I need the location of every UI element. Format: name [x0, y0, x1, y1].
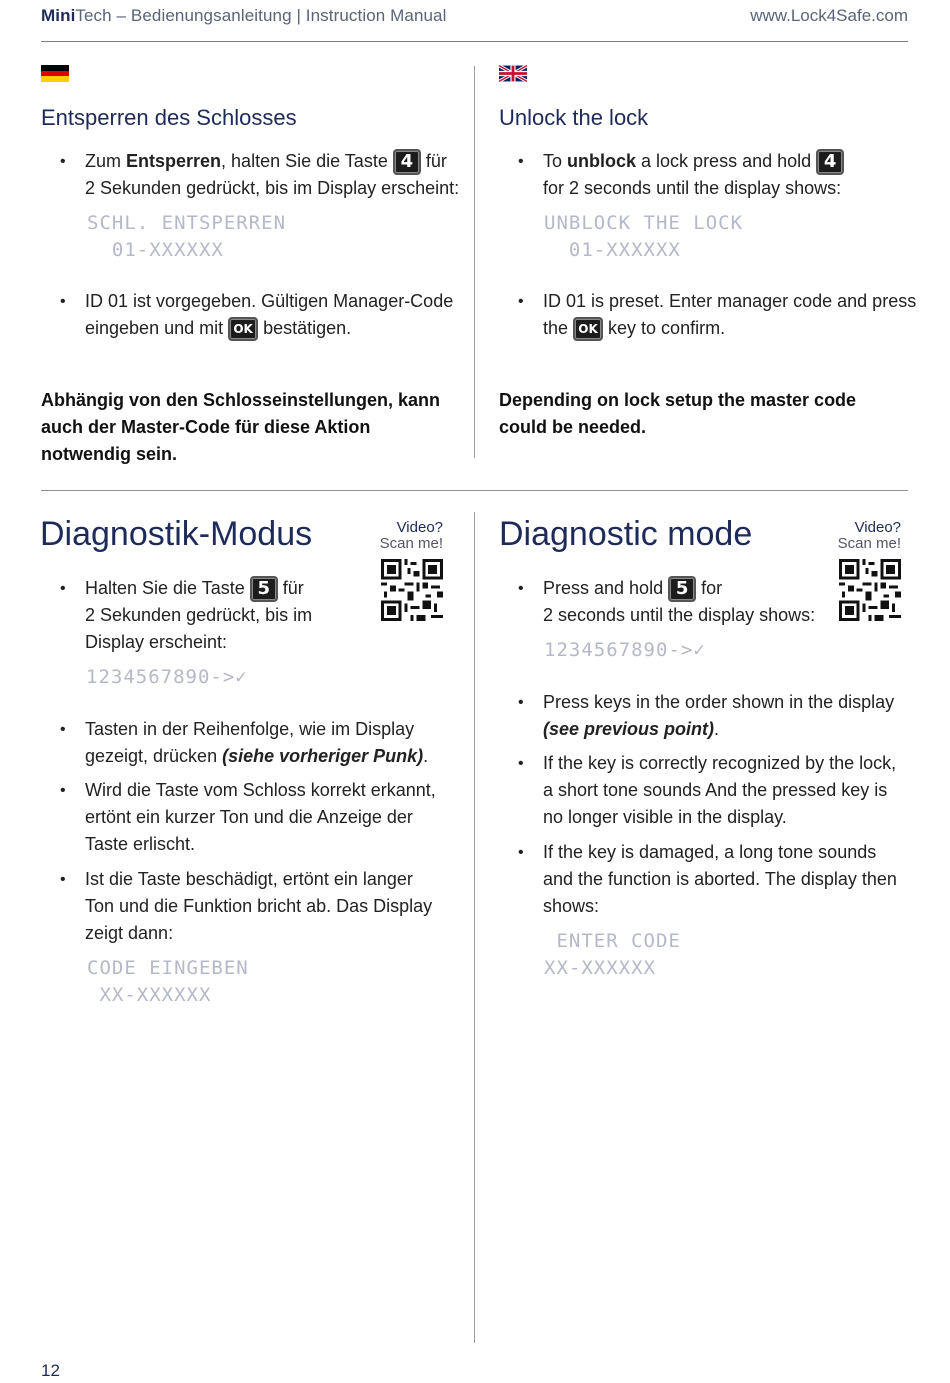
de-video-label: Video? Scan me!	[379, 519, 443, 552]
en-note: Depending on lock setup the master code could be needed.	[499, 390, 857, 437]
en-diag-step-2: • Press keys in the order shown in the display (see previous point).	[518, 692, 895, 739]
en-video-label: Video? Scan me!	[837, 519, 901, 552]
flag-germany-icon	[41, 65, 69, 82]
de-unlock-step-2: • ID 01 ist vorgegeben. Gültigen Manager-Code eingeben und mit OK bestätigen.	[85, 288, 465, 342]
en-unlock-step-1: • To unblock a lock press and hold 4 for 2 seconds until the display shows:	[543, 148, 923, 202]
de-unlock-step-1: • Zum Entsperren, halten Sie die Taste 4 für 2 Sekunden gedrückt, bis im Display erscheint:	[60, 151, 460, 199]
en-lcd-unlock: UNBLOCK THE LOCK 01-XXXXXX	[544, 212, 744, 261]
de-lcd-unlock: SCHL. ENTSPERREN 01-XXXXXX	[87, 212, 287, 261]
flag-uk-icon	[499, 65, 527, 82]
de-diag-step-1: • Halten Sie die Taste 5 für 2 Sekunden gedrückt, bis im Display erscheint:	[60, 578, 313, 653]
en-lcd-enter-code: ENTER CODE XX-XXXXXX	[544, 930, 681, 979]
en-lcd-diag: 1234567890->✓	[544, 639, 706, 661]
column-divider-top	[474, 66, 475, 458]
key-ok-icon: OK	[573, 317, 603, 341]
en-unlock-title: Unlock the lock	[499, 105, 649, 130]
key-ok-icon: OK	[228, 317, 258, 341]
qr-code-icon[interactable]	[839, 559, 901, 621]
page-header	[41, 0, 908, 42]
section-divider	[41, 490, 908, 491]
en-diagnostic-title: Diagnostic mode	[499, 515, 753, 553]
de-diagnostic-title: Diagnostik-Modus	[40, 515, 313, 553]
en-diag-step-1: • Press and hold 5 for 2 seconds until the display shows:	[518, 578, 816, 626]
en-unlock-step-2: • ID 01 is preset. Enter manager code and press the OK key to confirm.	[543, 288, 923, 342]
en-diag-step-3: • If the key is correctly recognized by the lock, a short tone sounds And the pressed key is no longer visible in the display.	[518, 753, 897, 827]
column-divider-bottom	[474, 512, 475, 1343]
key-4-icon: 4	[393, 149, 421, 175]
website-link[interactable]: www.Lock4Safe.com	[750, 6, 908, 25]
de-lcd-enter-code: CODE EINGEBEN XX-XXXXXX	[87, 957, 249, 1006]
key-5-icon: 5	[668, 576, 696, 602]
de-unlock-title: Entsperren des Schlosses	[41, 105, 297, 130]
en-diag-step-4: • If the key is damaged, a long tone sounds and the function is aborted. The display then shows:	[518, 842, 897, 916]
de-lcd-diag: 1234567890->✓	[86, 666, 248, 688]
qr-code-icon[interactable]	[381, 559, 443, 621]
page-number: 12	[41, 1361, 60, 1380]
de-note: Abhängig von den Schlosseinstellungen, kann auch der Master-Code für diese Aktion notwendig sein.	[41, 390, 441, 464]
brand-title: MiniTech – Bedienungsanleitung | Instruction Manual	[41, 6, 447, 25]
key-5-icon: 5	[250, 576, 278, 602]
de-diag-step-4: • Ist die Taste beschädigt, ertönt ein langer Ton und die Funktion bricht ab. Das Display zeigt dann:	[60, 869, 433, 943]
de-diag-step-3: • Wird die Taste vom Schloss korrekt erkannt, ertönt ein kurzer Ton und die Anzeige der Taste erlischt.	[60, 780, 436, 854]
de-diag-step-2: • Tasten in der Reihenfolge, wie im Display gezeigt, drücken (siehe vorheriger Punk).	[60, 719, 429, 766]
key-4-icon: 4	[816, 149, 844, 175]
